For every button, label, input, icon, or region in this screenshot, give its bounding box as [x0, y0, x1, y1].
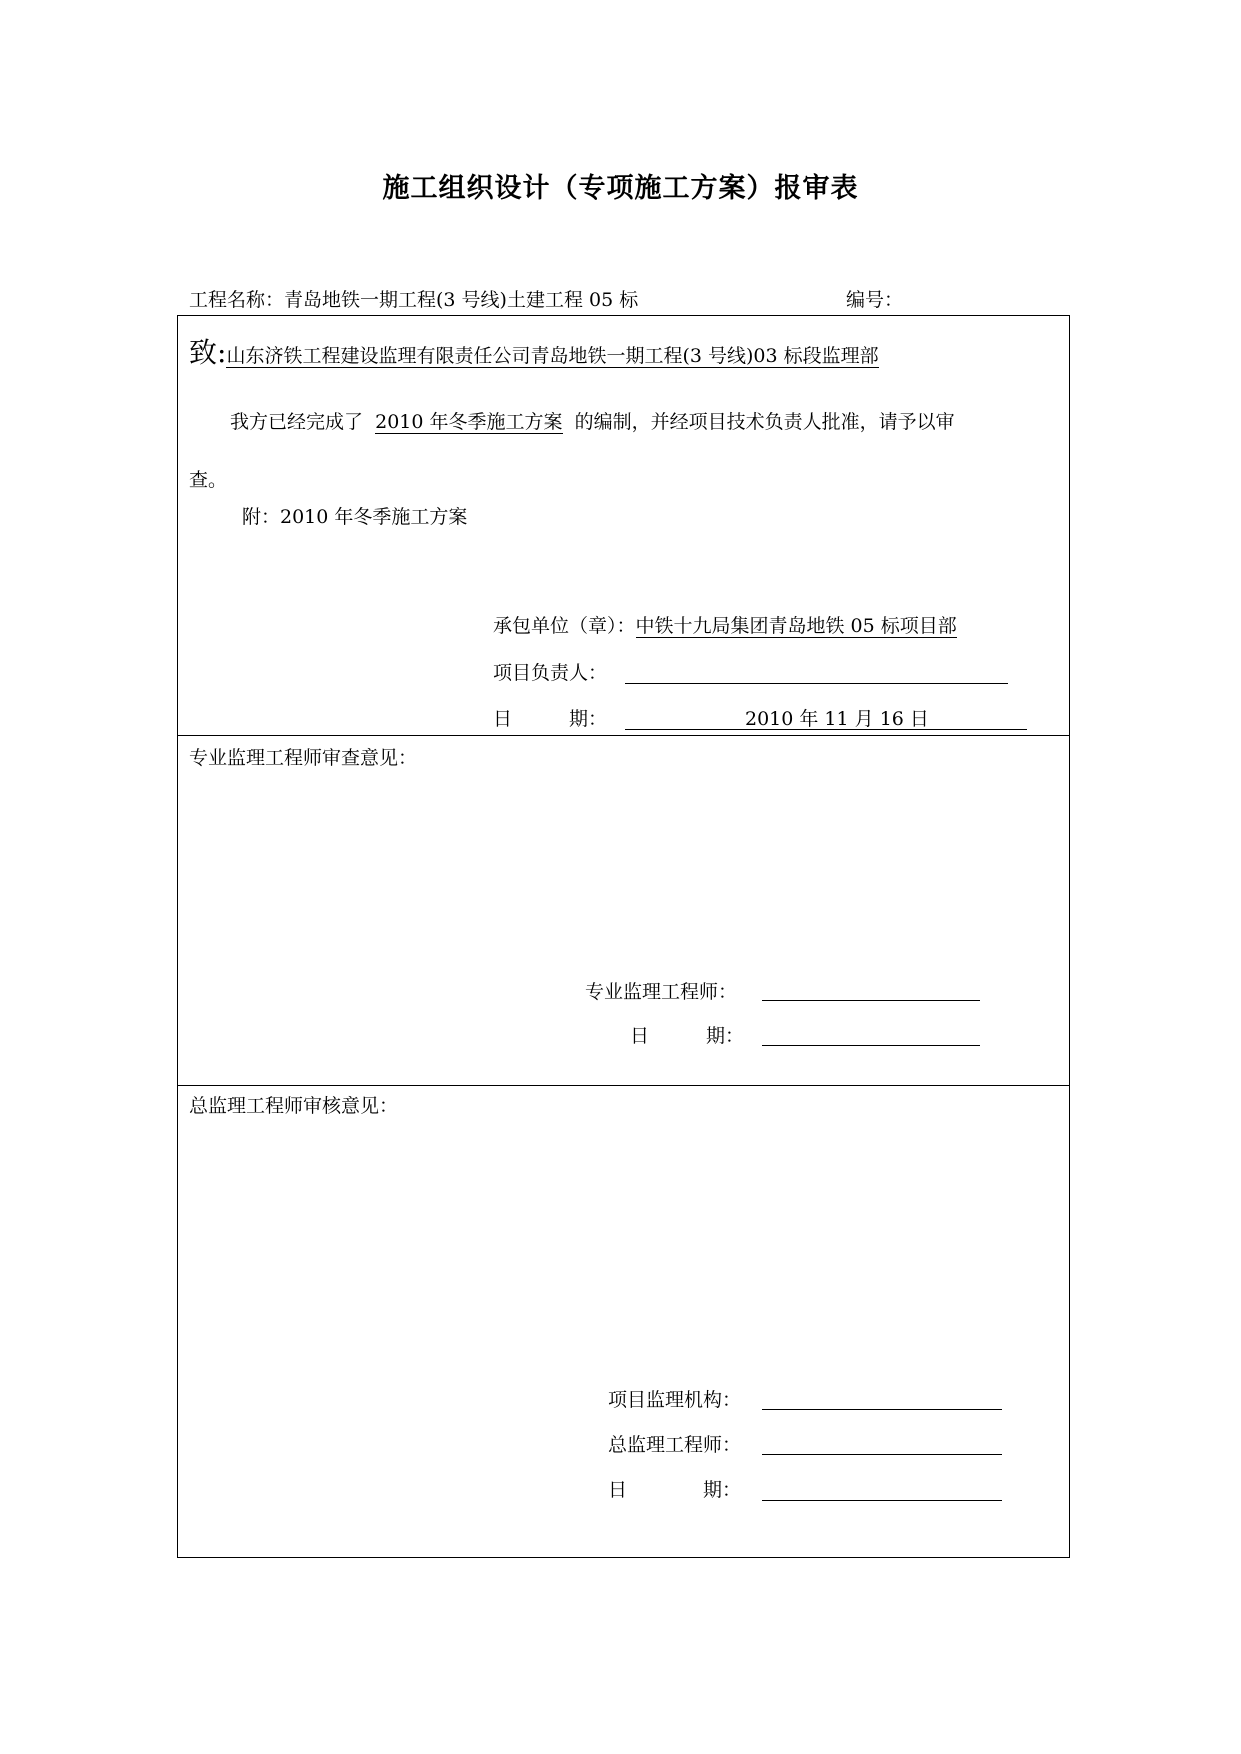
project-name: 青岛地铁一期工程(3 号线)土建工程 05 标	[284, 289, 639, 311]
engineer-review-heading: 专业监理工程师审查意见：	[189, 747, 418, 769]
form-title: 施工组织设计（专项施工方案）报审表	[382, 173, 859, 204]
manager-label: 项目负责人：	[493, 662, 608, 684]
project-name-line	[189, 285, 638, 312]
plan-name: 2010 年冬季施工方案	[375, 411, 563, 433]
number-label: 编号：	[846, 289, 904, 311]
manager-signature-field[interactable]	[625, 683, 1008, 684]
project-label: 工程名称：	[189, 289, 285, 311]
body-part2: 的编制，并经项目技术负责人批准，请予以审	[574, 411, 955, 433]
engineer-label: 专业监理工程师：	[585, 981, 738, 1003]
date-value: 2010 年 11 月 16 日	[745, 708, 929, 730]
chief-label: 总监理工程师：	[608, 1434, 742, 1456]
engineer-date-label: 日 期：	[630, 1025, 745, 1047]
contractor-label: 承包单位（章）：	[493, 615, 636, 637]
body-part1: 我方已经完成了	[230, 411, 364, 433]
attachment-line: 附：2010 年冬季施工方案	[242, 506, 468, 528]
engineer-signature-field[interactable]	[762, 1000, 980, 1001]
engineer-date-field[interactable]	[762, 1045, 980, 1046]
engineer-review-section	[177, 734, 1070, 1086]
org-label: 项目监理机构：	[608, 1389, 742, 1411]
date-label: 日 期：	[493, 708, 608, 730]
addressee-line	[189, 331, 879, 371]
to-prefix: 致:	[189, 336, 227, 369]
body-line-1	[230, 407, 955, 434]
chief-review-heading: 总监理工程师审核意见：	[189, 1095, 399, 1117]
body-line-2: 查。	[189, 469, 228, 491]
contractor-name: 中铁十九局集团青岛地铁 05 标项目部	[635, 615, 957, 637]
addressee-name: 山东济铁工程建设监理有限责任公司青岛地铁一期工程(3 号线)03 标段监理部	[226, 345, 879, 367]
chief-date-field[interactable]	[762, 1500, 1002, 1501]
chief-signature-field[interactable]	[762, 1454, 1002, 1455]
org-field[interactable]	[762, 1409, 1002, 1410]
chief-date-label: 日 期：	[608, 1479, 742, 1501]
contractor-line	[493, 611, 957, 638]
